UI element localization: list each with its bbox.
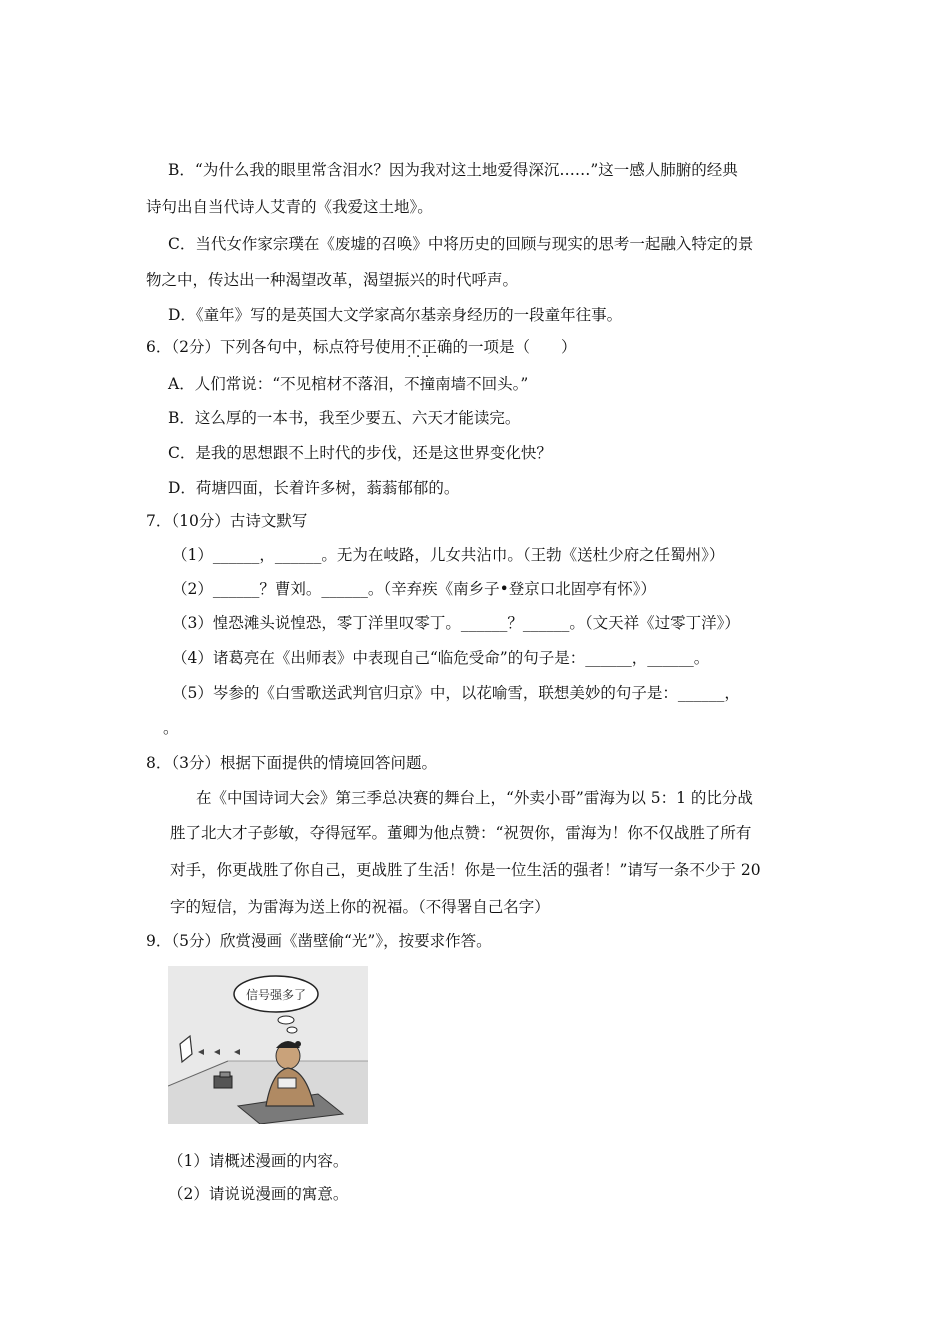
q9-sub-1: （1）请概述漫画的内容。 bbox=[168, 1152, 349, 1170]
q8-paragraph-line4: 字的短信，为雷海为送上你的祝福。（不得署自己名字） bbox=[170, 898, 550, 916]
q7-sub-5: （5）岑参的《白雪歌送武判官归京》中，以花喻雪，联想美妙的句子是：______， bbox=[172, 684, 740, 702]
q5-option-b-line2: 诗句出自当代诗人艾青的《我爱这土地》。 bbox=[146, 198, 433, 216]
q9-stem: 9．（5分）欣赏漫画《凿壁偷“光”》，按要求作答。 bbox=[146, 932, 492, 950]
q6-option-c: C．是我的思想跟不上时代的步伐，还是这世界变化快？ bbox=[168, 444, 552, 462]
q5-option-c-line1: C．当代女作家宗璞在《废墟的召唤》中将历史的回顾与现实的思考一起融入特定的景 bbox=[168, 235, 754, 253]
q8-stem: 8．（3分）根据下面提供的情境回答问题。 bbox=[146, 754, 437, 772]
q6-stem-emphasis: 不正确 · · · bbox=[406, 338, 453, 356]
q6-option-d: D．荷塘四面，长着许多树，蓊蓊郁郁的。 bbox=[168, 479, 460, 497]
q5-option-c-line2: 物之中，传达出一种渴望改革，渴望振兴的时代呼声。 bbox=[146, 271, 519, 289]
cartoon-bubble-text: 信号强多了 bbox=[245, 988, 307, 1002]
q7-sub-3: （3）惶恐滩头说惶恐，零丁洋里叹零丁。______？______。（文天祥《过零丁洋》） bbox=[172, 614, 740, 632]
q7-sub-5-tail: 。 bbox=[163, 719, 179, 737]
q8-paragraph-line1: 在《中国诗词大会》第三季总决赛的舞台上，“外卖小哥”雷海为以 5：1 的比分战 bbox=[196, 789, 753, 807]
q7-stem: 7．（10分）古诗文默写 bbox=[146, 512, 308, 530]
q6-stem-pre: 6．（2分）下列各句中，标点符号使用 bbox=[146, 338, 406, 356]
q6-option-a: A．人们常说：“不见棺材不落泪，不撞南墙不回头。” bbox=[168, 375, 529, 393]
q6-stem-post: 的一项是（ ） bbox=[452, 338, 577, 356]
q5-option-d: D．《童年》写的是英国大文学家高尔基亲身经历的一段童年往事。 bbox=[168, 306, 623, 324]
q5-option-b-line1: B．“为什么我的眼里常含泪水？因为我对这土地爱得深沉……”这一感人肺腑的经典 bbox=[168, 161, 738, 179]
q7-sub-1: （1）______，______。无为在岐路，儿女共沾巾。（王勃《送杜少府之任蜀州》） bbox=[172, 546, 725, 564]
q7-sub-4: （4）诸葛亮在《出师表》中表现自己“临危受命”的句子是：______，______。 bbox=[172, 649, 710, 667]
q8-paragraph-line2: 胜了北大才子彭敏，夺得冠军。董卿为他点赞：“祝贺你，雷海为！你不仅战胜了所有 bbox=[170, 824, 752, 842]
q9-sub-2: （2）请说说漫画的寓意。 bbox=[168, 1185, 349, 1203]
q6-option-b: B．这么厚的一本书，我至少要五、六天才能读完。 bbox=[168, 409, 521, 427]
q8-paragraph-line3: 对手，你更战胜了你自己，更战胜了生活！你是一位生活的强者！”请写一条不少于 20 bbox=[170, 861, 761, 879]
cartoon-image bbox=[168, 966, 368, 1124]
q7-sub-2: （2）______？曹刘。______。（辛弃疾《南乡子•登京口北固亭有怀》） bbox=[172, 580, 657, 598]
q6-stem bbox=[146, 337, 577, 357]
